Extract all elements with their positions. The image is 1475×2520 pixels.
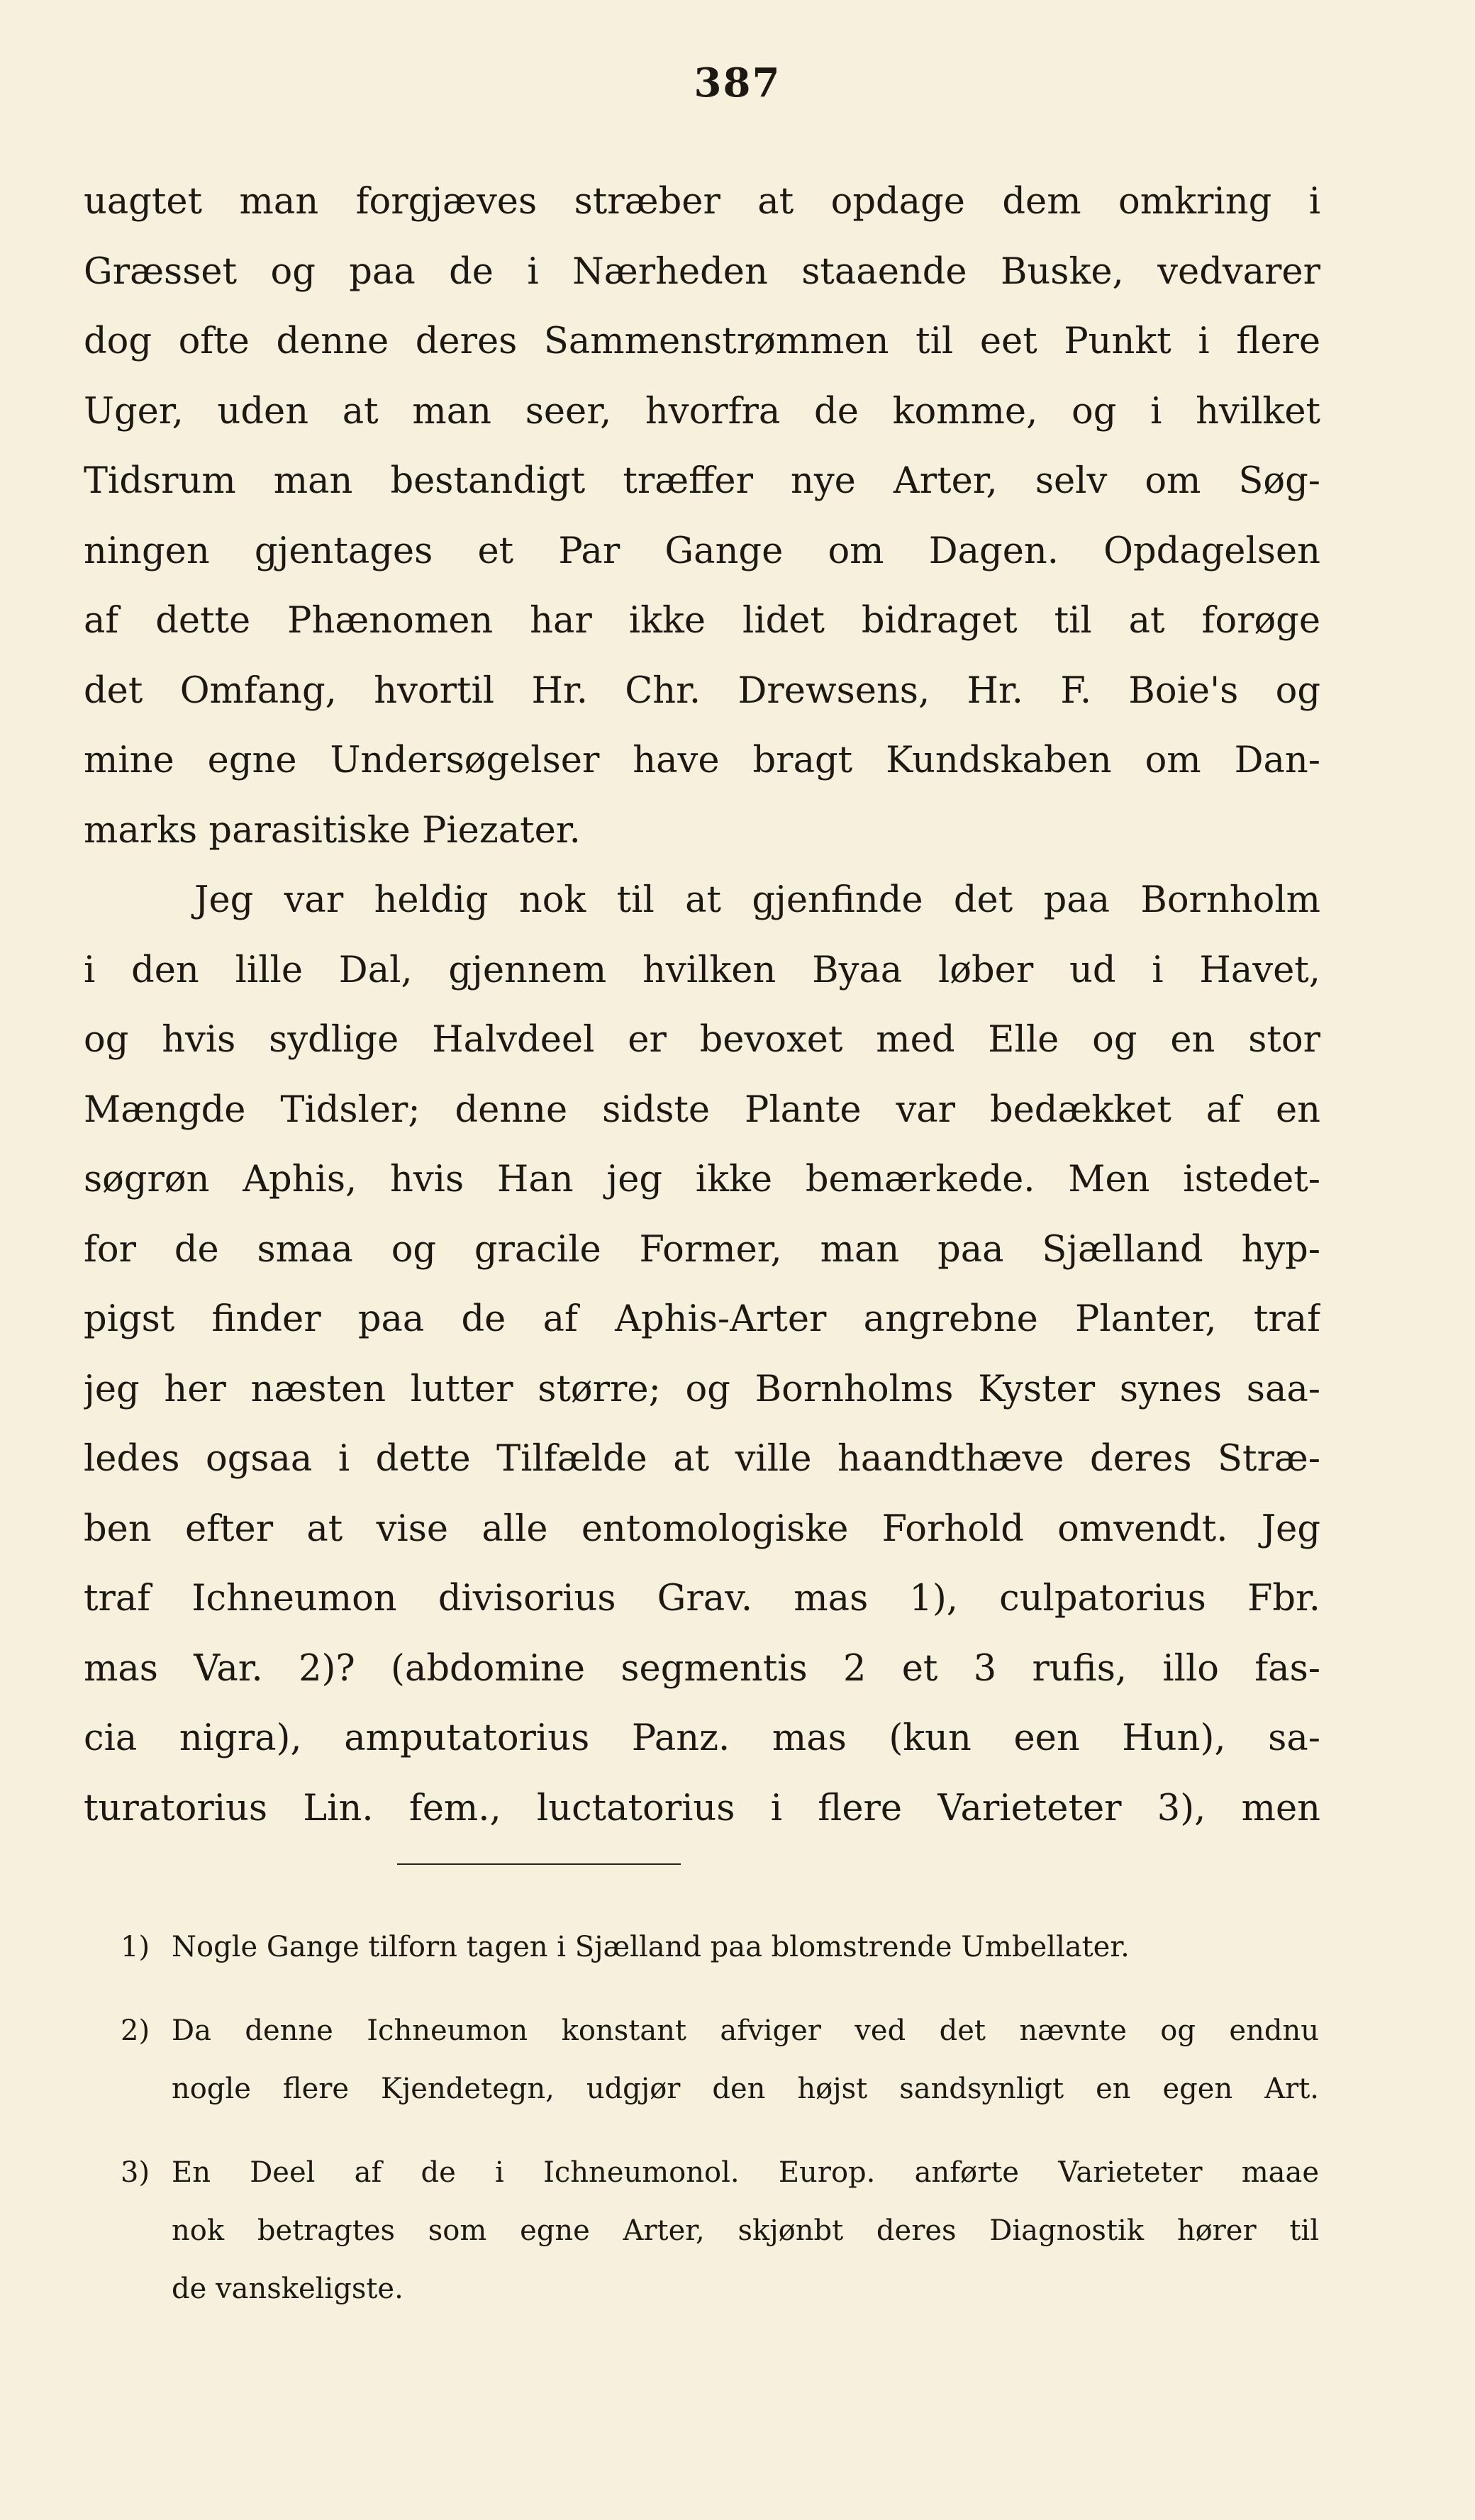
text-line: turatorius Lin. fem., luctatorius i flere Varieteter 3), men bbox=[84, 1787, 1320, 1829]
footnote-3 bbox=[121, 2143, 1319, 2318]
text-line: Uger, uden at man seer, hvorfra de komme, og i hvilket bbox=[84, 390, 1320, 433]
footnote-number: 3) bbox=[121, 2156, 150, 2189]
footnote-line: Da denne Ichneumon konstant afviger ved det nævnte og endnu bbox=[172, 2014, 1319, 2047]
text-line: ledes ogsaa i dette Tilfælde at ville haandthæve deres Stræ- bbox=[84, 1438, 1320, 1480]
text-line: Græsset og paa de i Nærheden staaende Buske, vedvarer bbox=[84, 250, 1320, 293]
footnote-number: 2) bbox=[121, 2014, 150, 2047]
text-line: ningen gjentages et Par Gange om Dagen. Opdagelsen bbox=[84, 530, 1320, 572]
footnote-line: Nogle Gange tilforn tagen i Sjælland paa blomstrende Umbellater. bbox=[172, 1931, 1130, 1963]
footnote-line: de vanskeligste. bbox=[172, 2273, 403, 2305]
text-line: dog ofte denne deres Sammenstrømmen til eet Punkt i flere bbox=[84, 320, 1320, 362]
text-line: søgrøn Aphis, hvis Han jeg ikke bemærkede. Men istedet- bbox=[84, 1159, 1320, 1200]
footnote-2 bbox=[121, 2002, 1319, 2118]
text-line: cia nigra), amputatorius Panz. mas (kun een Hun), sa- bbox=[84, 1717, 1320, 1759]
footnotes bbox=[121, 1918, 1319, 2343]
footnote-number: 1) bbox=[121, 1931, 150, 1963]
text-line: traf Ichneumon divisorius Grav. mas 1), culpatorius Fbr. bbox=[84, 1578, 1320, 1619]
text-line: i den lille Dal, gjennem hvilken Byaa løber ud i Havet, bbox=[84, 949, 1320, 991]
text-line: mine egne Undersøgelser have bragt Kundskaben om Dan- bbox=[84, 740, 1320, 781]
text-line: Tidsrum man bestandigt træffer nye Arter, selv om Søg- bbox=[84, 460, 1320, 502]
text-line: Jeg var heldig nok til at gjenfinde det paa Bornholm bbox=[194, 879, 1320, 921]
text-line: for de smaa og gracile Former, man paa Sjælland hyp- bbox=[84, 1228, 1320, 1271]
text-line: af dette Phænomen har ikke lidet bidraget til at forøge bbox=[84, 600, 1320, 642]
text-line: uagtet man forgjæves stræber at opdage dem omkring i bbox=[84, 181, 1320, 223]
text-line: og hvis sydlige Halvdeel er bevoxet med Elle og en stor bbox=[84, 1019, 1320, 1061]
text-line: jeg her næsten lutter større; og Bornholms Kyster synes saa- bbox=[84, 1368, 1320, 1410]
body-text bbox=[84, 167, 1320, 1844]
footnote-divider bbox=[397, 1863, 681, 1865]
text-line: det Omfang, hvortil Hr. Chr. Drewsens, Hr. F. Boie's og bbox=[84, 669, 1320, 712]
text-line: mas Var. 2)? (abdomine segmentis 2 et 3 rufis, illo fas- bbox=[84, 1647, 1320, 1690]
footnote-line: En Deel af de i Ichneumonol. Europ. anførte Varieteter maae bbox=[172, 2156, 1319, 2189]
page-number: 387 bbox=[694, 60, 781, 106]
text-line: Mængde Tidsler; denne sidste Plante var bedækket af en bbox=[84, 1088, 1320, 1131]
footnote-line: nogle flere Kjendetegn, udgjør den højst sandsynligt en egen Art. bbox=[172, 2073, 1319, 2105]
text-line: ben efter at vise alle entomologiske Forhold omvendt. Jeg bbox=[84, 1507, 1320, 1550]
footnote-1 bbox=[121, 1918, 1319, 1976]
text-line: marks parasitiske Piezater. bbox=[84, 809, 581, 852]
text-line: pigst finder paa de af Aphis-Arter angrebne Planter, traf bbox=[84, 1298, 1320, 1340]
footnote-line: nok betragtes som egne Arter, skjønbt deres Diagnostik hører til bbox=[172, 2214, 1319, 2247]
